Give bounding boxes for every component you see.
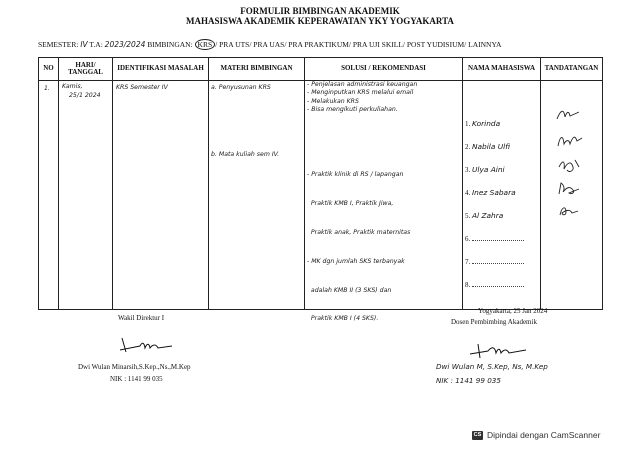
student-row [465, 280, 539, 289]
semester-line [38, 40, 501, 49]
table-row [39, 81, 603, 310]
student-row [465, 211, 539, 220]
semester-label: SEMESTER: [38, 40, 81, 49]
camscanner-watermark [472, 428, 632, 442]
table-header-row [39, 58, 603, 81]
student-name-blank [472, 257, 524, 264]
student-num: 4. [465, 189, 471, 197]
solusi-a-line: - Penjelasan administrasi keuangan [307, 81, 418, 88]
student-name-blank [472, 234, 524, 241]
row-materi-a: a. Penyusunan KRS [211, 84, 271, 91]
student-name: Al Zahra [472, 211, 504, 220]
camscanner-text: Dipindai dengan CamScanner [487, 430, 601, 440]
cell-hari-tanggal [59, 81, 113, 310]
solusi-b-line: Praktik KMB I (4 SKS). [307, 315, 379, 323]
student-row [465, 257, 539, 266]
solusi-b-line: adalah KMB II (3 SKS) dan [307, 286, 392, 294]
student-row [465, 165, 539, 174]
solusi-a-line: - Bisa mengikuti perkuliahan. [307, 106, 398, 114]
student-num: 3. [465, 166, 471, 174]
solusi-a-line: - Menginputkan KRS melalui email [307, 89, 414, 97]
student-signature-2 [555, 132, 585, 150]
col-header-tandatangan: TANDATANGAN [541, 58, 603, 81]
solusi-a-list [307, 81, 417, 114]
bimbingan-options: / PRA UTS/ PRA UAS/ PRA PRAKTIKUM/ PRA UJI SKILL/ POST YUDISIUM/ LAINNYA [215, 40, 502, 49]
col-header-identifikasi: IDENTIFIKASI MASALAH [113, 58, 209, 81]
student-name-blank [472, 280, 524, 287]
student-num: 2. [465, 143, 471, 151]
cell-materi [209, 81, 305, 310]
ta-value: 2023/2024 [104, 40, 146, 49]
student-signature-4 [555, 180, 585, 198]
row-number: 1. [44, 85, 50, 92]
solusi-a-line: - Melakukan KRS [307, 97, 359, 105]
bimbingan-label: BIMBINGAN: [145, 40, 195, 49]
col-header-no: NO [39, 58, 59, 81]
ta-label: T.A: [87, 40, 105, 49]
col-header-solusi: SOLUSI / REKOMENDASI [305, 58, 463, 81]
student-row [465, 188, 539, 197]
dosen-name: Dwi Wulan M, S.Kep, Ns, M.Kep [436, 362, 548, 371]
student-num: 7. [465, 258, 471, 266]
cell-tandatangan [541, 81, 603, 310]
student-name: Nabila Ulfi [472, 142, 510, 151]
wakil-title: Wakil Direktur I [118, 314, 165, 322]
cell-no [39, 81, 59, 310]
student-name: Inez Sabara [472, 188, 516, 197]
form-title: FORMULIR BIMBINGAN AKADEMIK [240, 6, 400, 16]
wakil-nik: NIK : 1141 99 035 [110, 375, 163, 383]
bimbingan-selected: KRS [195, 39, 216, 50]
row-day: Kamis, [62, 83, 83, 90]
student-num: 5. [465, 212, 471, 220]
wakil-signature [116, 334, 176, 356]
student-num: 6. [465, 235, 471, 243]
student-num: 8. [465, 281, 471, 289]
semester-value: IV [80, 40, 88, 49]
form-subtitle: MAHASISWA AKADEMIK KEPERAWATAN YKY YOGYAKARTA [186, 16, 454, 26]
camscanner-logo-icon: CS [473, 432, 482, 438]
student-name: Korinda [472, 119, 501, 128]
student-row [465, 142, 539, 151]
student-num: 1. [465, 120, 471, 128]
col-header-nama: NAMA MAHASISWA [463, 58, 541, 81]
student-signature-3 [555, 157, 585, 175]
solusi-b-line: Praktik anak, Praktik maternitas [307, 228, 411, 236]
student-name: Ulya Aini [472, 165, 505, 174]
row-materi-b: b. Mata kuliah sem IV. [211, 151, 280, 158]
row-date: 25/1 2024 [69, 92, 101, 99]
solusi-b-line: Praktik KMB I, Praktik Jiwa, [307, 200, 394, 208]
col-header-materi: MATERI BIMBINGAN [209, 58, 305, 81]
solusi-b-list [307, 151, 410, 343]
solusi-b-line: - MK dgn jumlah SKS terbanyak [307, 257, 405, 265]
solusi-b-line: - Praktik klinik di RS / lapangan [307, 171, 404, 179]
dosen-signature [468, 340, 532, 362]
cell-solusi [305, 81, 463, 323]
student-signature-5 [555, 203, 585, 219]
place-date: Yogyakarta, 25 Jan 2024 [478, 307, 548, 315]
dosen-title: Dosen Pembimbing Akademik [451, 318, 537, 326]
col-header-hari-tanggal: HARI/ TANGGAL [59, 58, 113, 81]
cell-nama [463, 81, 541, 310]
row-identifikasi: KRS Semester IV [116, 84, 168, 91]
student-row [465, 234, 539, 243]
student-signature-1 [555, 107, 585, 123]
cell-identifikasi [113, 81, 209, 310]
dosen-nik: NIK : 1141 99 035 [436, 376, 501, 385]
student-row [465, 119, 539, 128]
wakil-name: Dwi Wulan Minarsih,S.Kep.,Ns.,M.Kep [78, 363, 191, 371]
